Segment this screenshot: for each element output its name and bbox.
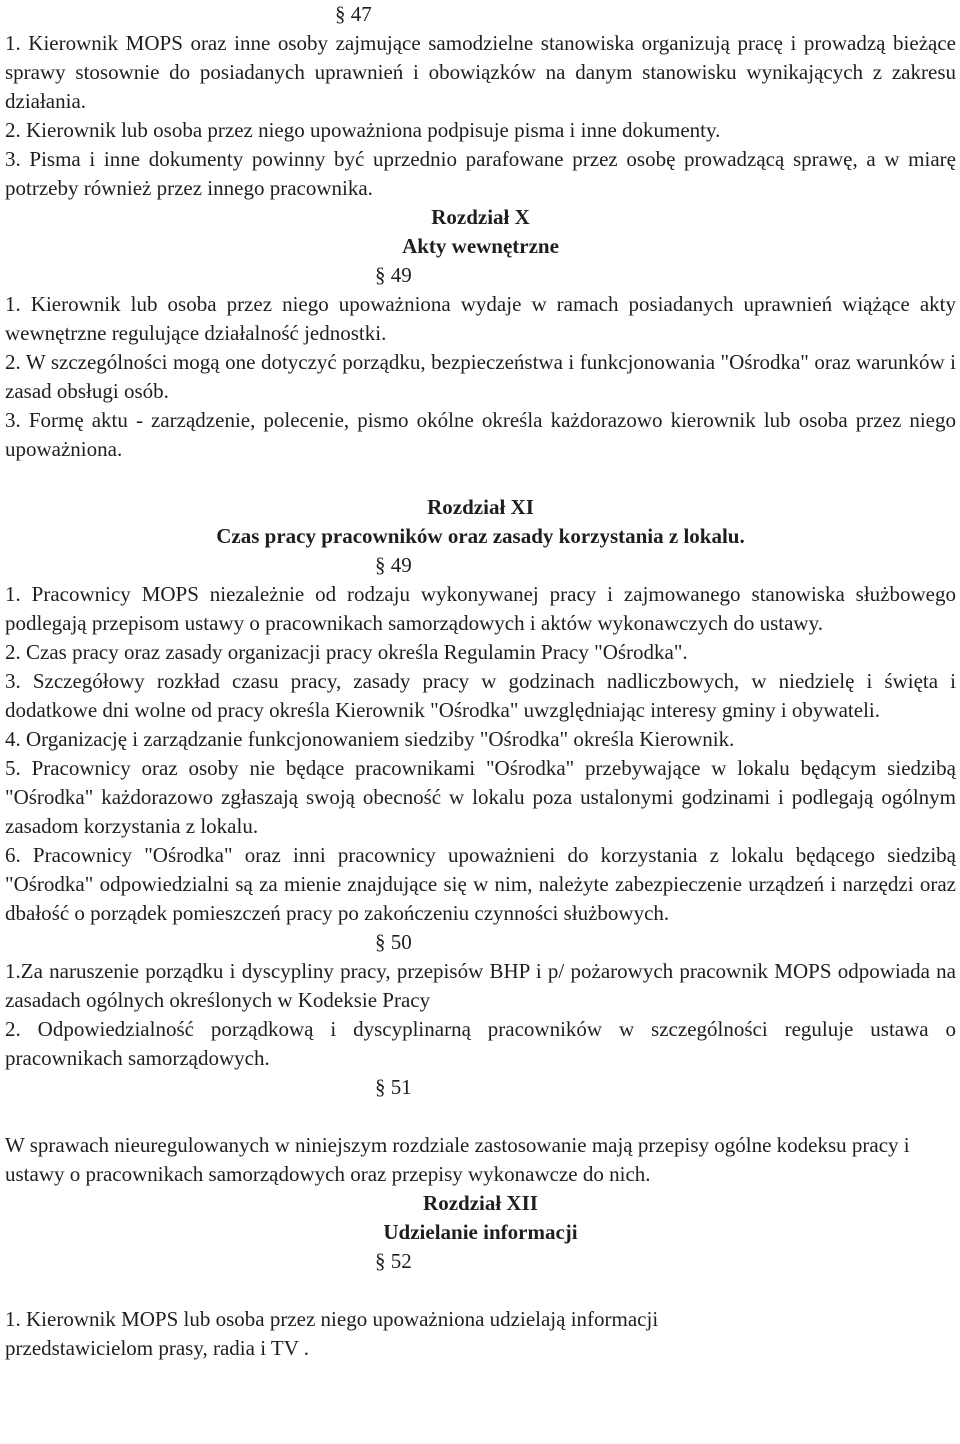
paragraph: 6. Pracownicy "Ośrodka" oraz inni pracownicy upoważnieni do korzystania z lokalu będącego siedzibą "Ośrodka" odpowiedzialni są za mienie znajdujące się w nim, należyte zabezpieczenie urządzeń i narzędzi oraz dbałość o porządek pomieszczeń pracy po zakończeniu czynności służbowych. [5, 843, 956, 925]
paragraph: 3. Szczegółowy rozkład czasu pracy, zasady pracy w godzinach nadliczbowych, w niedzielę i święta i dodatkowe dni wolne od pracy określa Kierownik "Ośrodka" uwzględniając interesy gminy i obywateli. [5, 669, 956, 722]
chapter-heading: Rozdział X [431, 205, 530, 229]
paragraph: 2. Czas pracy oraz zasady organizacji pracy określa Regulamin Pracy "Ośrodka". [5, 640, 688, 664]
section-number: § 52 [375, 1249, 412, 1273]
section-number: § 47 [335, 2, 372, 26]
section-number: § 50 [375, 930, 412, 954]
paragraph: 5. Pracownicy oraz osoby nie będące pracownikami "Ośrodka" przebywające w lokalu będącym siedzibą "Ośrodka" każdorazowo zgłaszają swoją obecność w lokalu poza ustalonymi godzinami i podlegają ogólnym zasadom korzystania z lokalu. [5, 756, 956, 838]
paragraph: 2. Kierownik lub osoba przez niego upoważniona podpisuje pisma i inne dokumenty. [5, 118, 721, 142]
chapter-heading: Akty wewnętrzne [402, 234, 559, 258]
document-page [5, 0, 956, 1363]
chapter-heading: Rozdział XI [427, 495, 534, 519]
paragraph: 1. Kierownik MOPS lub osoba przez niego upoważniona udzielają informacji przedstawicielom prasy, radia i TV . [5, 1307, 659, 1360]
section-number: § 49 [375, 553, 412, 577]
paragraph: 2. W szczególności mogą one dotyczyć porządku, bezpieczeństwa i funkcjonowania "Ośrodka" oraz warunków i zasad obsługi osób. [5, 350, 956, 403]
paragraph: 3. Pisma i inne dokumenty powinny być uprzednio parafowane przez osobę prowadzącą sprawę, a w miarę potrzeby również przez innego pracownika. [5, 147, 956, 200]
paragraph: W sprawach nieuregulowanych w niniejszym rozdziale zastosowanie mają przepisy ogólne kodeksu pracy i ustawy o pracownikach samorządowych oraz przepisy wykonawcze do nich. [5, 1133, 910, 1186]
spacer [5, 1102, 956, 1131]
chapter-heading: Rozdział XII [423, 1191, 538, 1215]
section-number: § 49 [375, 263, 412, 287]
paragraph: 4. Organizację i zarządzanie funkcjonowaniem siedziby "Ośrodka" określa Kierownik. [5, 727, 735, 751]
paragraph: 2. Odpowiedzialność porządkową i dyscyplinarną pracowników w szczególności reguluje ustawa o pracownikach samorządowych. [5, 1017, 956, 1070]
chapter-heading: Udzielanie informacji [383, 1220, 578, 1244]
spacer [5, 464, 956, 493]
section-number: § 51 [375, 1075, 412, 1099]
paragraph: 1. Kierownik MOPS oraz inne osoby zajmujące samodzielne stanowiska organizują pracę i prowadzą bieżące sprawy stosownie do posiadanych uprawnień i obowiązków na danym stanowisku wynikających z zakresu działania. [5, 31, 956, 113]
paragraph: 3. Formę aktu - zarządzenie, polecenie, pismo okólne określa każdorazowo kierownik lub osoba przez niego upoważniona. [5, 408, 956, 461]
chapter-heading: Czas pracy pracowników oraz zasady korzystania z lokalu. [216, 524, 745, 548]
paragraph: 1. Pracownicy MOPS niezależnie od rodzaju wykonywanej pracy i zajmowanego stanowiska służbowego podlegają przepisom ustawy o pracownikach samorządowych i aktów wykonawczych do ustawy. [5, 582, 956, 635]
spacer [5, 1276, 956, 1305]
paragraph: 1.Za naruszenie porządku i dyscypliny pracy, przepisów BHP i p/ pożarowych pracownik MOPS odpowiada na zasadach ogólnych określonych w Kodeksie Pracy [5, 959, 956, 1012]
paragraph: 1. Kierownik lub osoba przez niego upoważniona wydaje w ramach posiadanych uprawnień wiążące akty wewnętrzne regulujące działalność jednostki. [5, 292, 956, 345]
